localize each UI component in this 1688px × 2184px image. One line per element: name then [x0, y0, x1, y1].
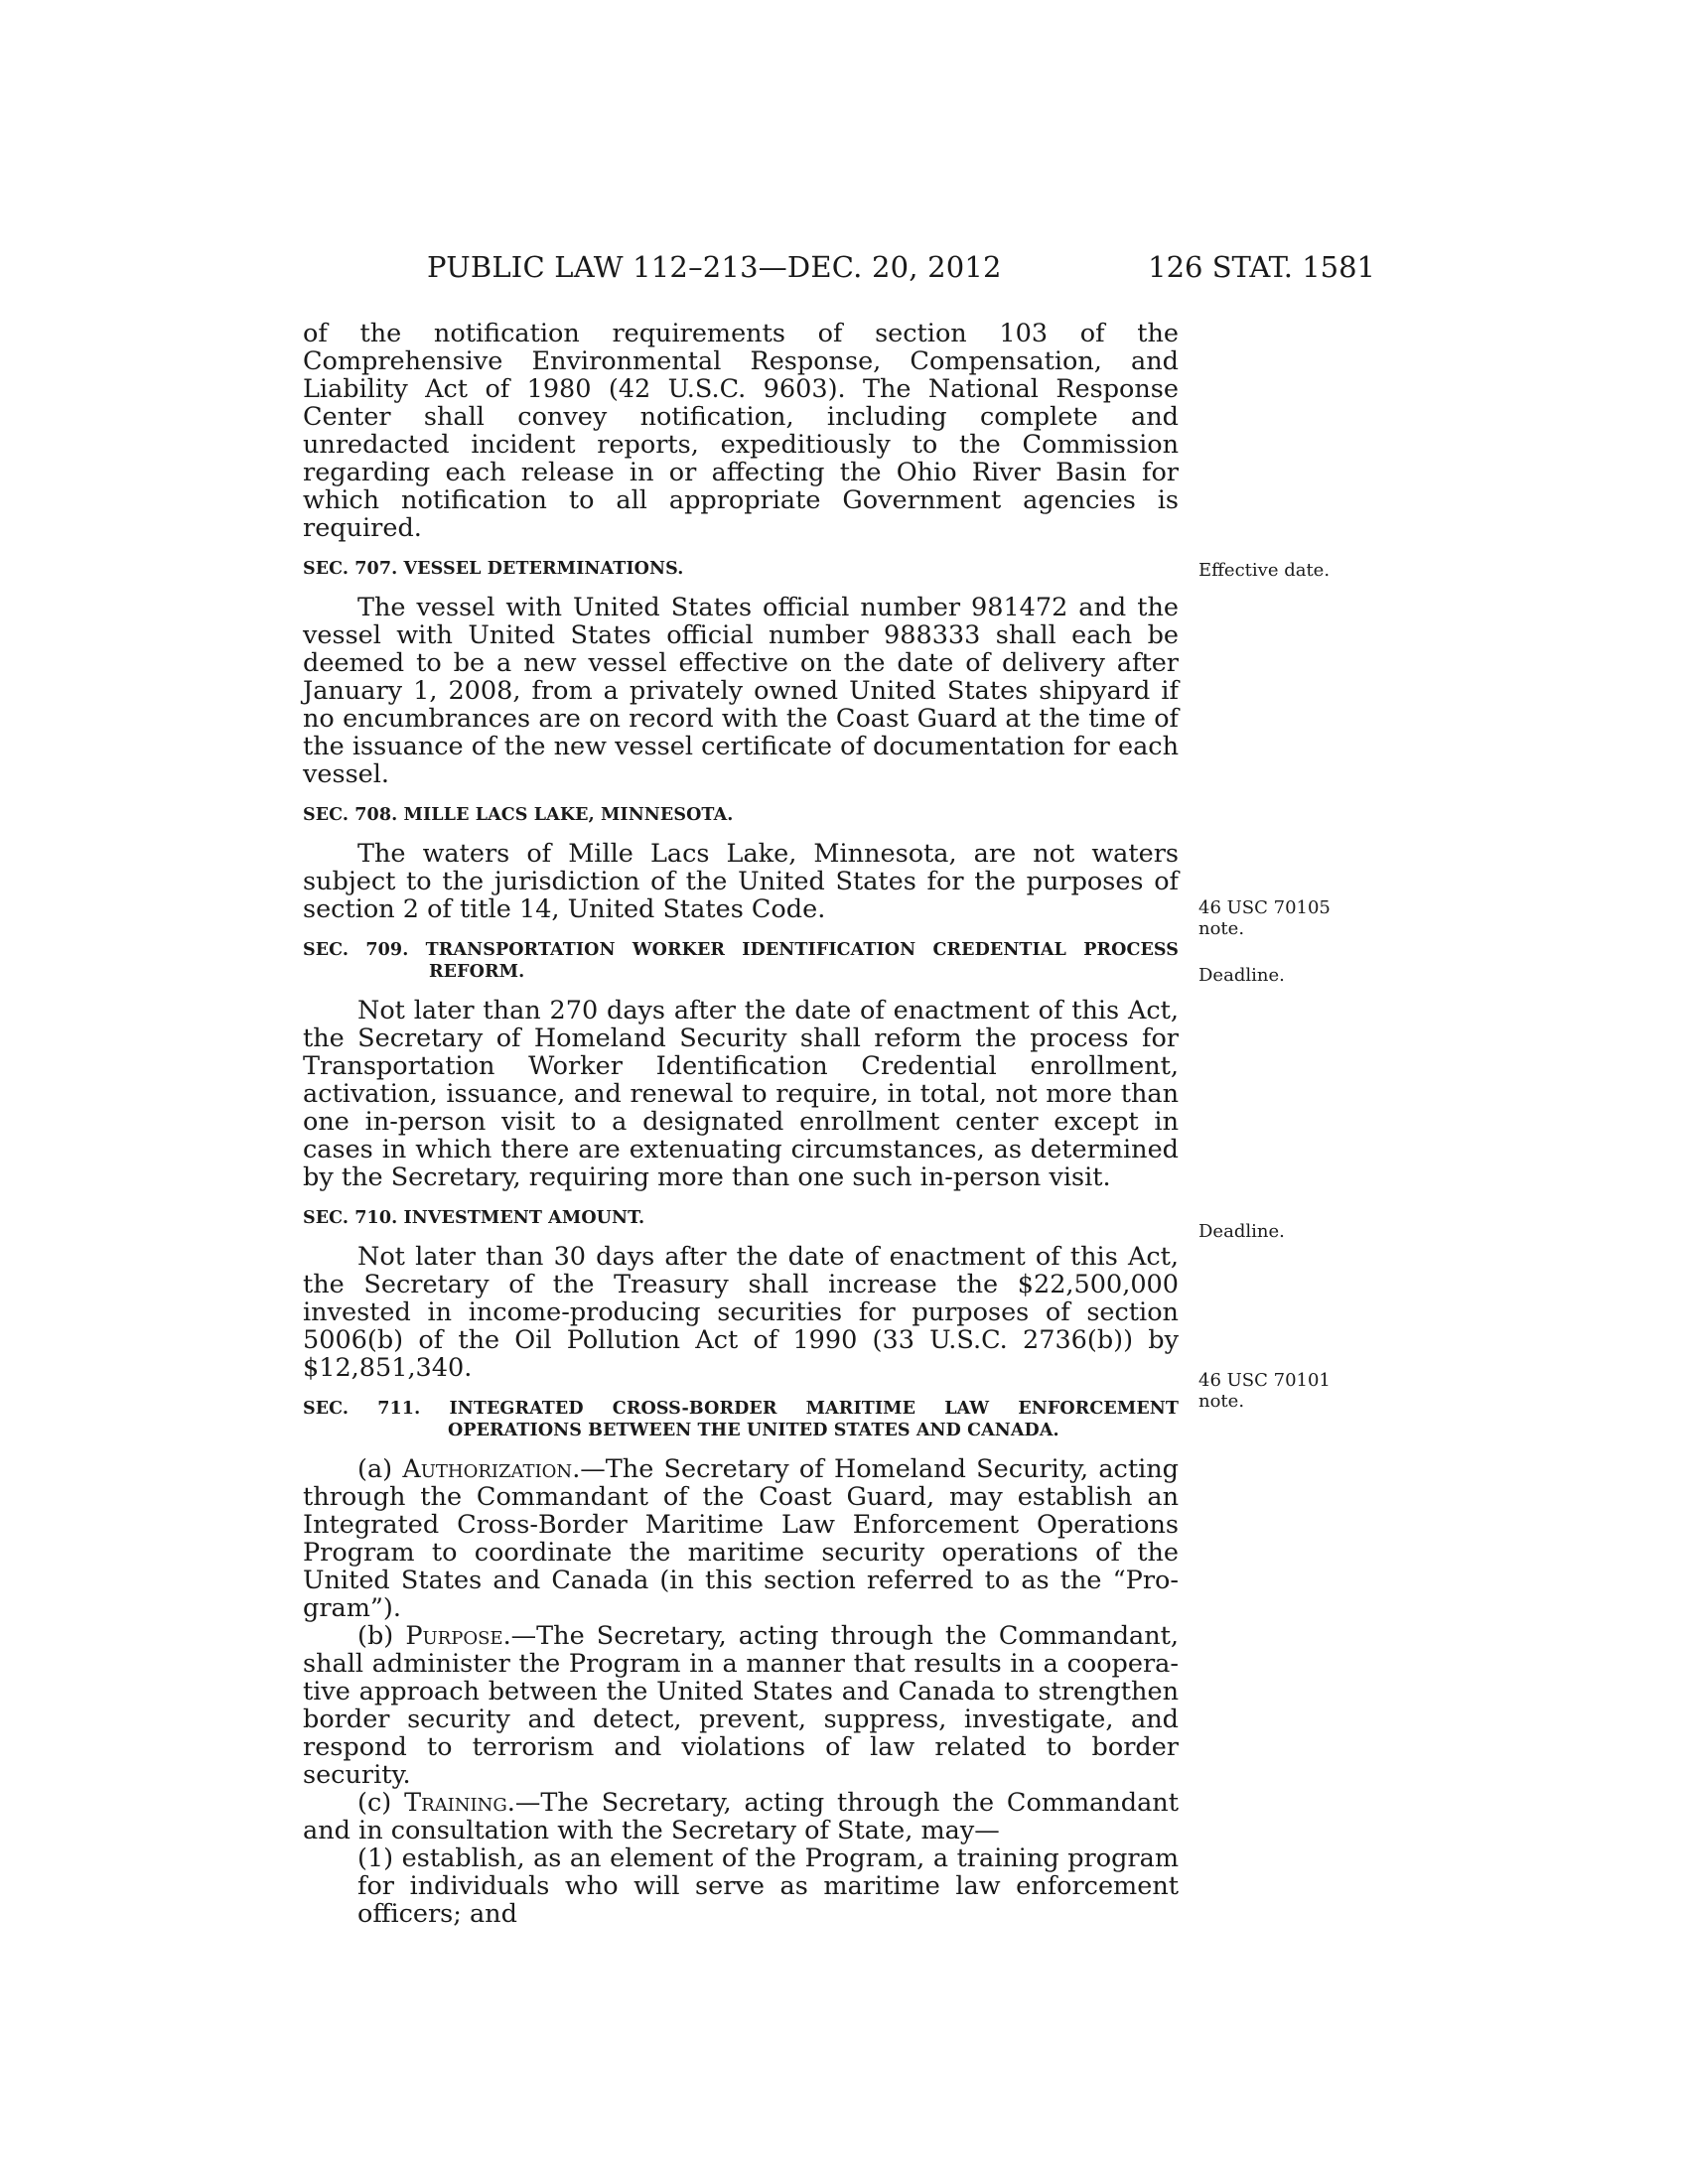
- subsection-c-text: .—The Secretary, acting through the Commandant and in consultation with the Secretary of State, may—: [303, 1788, 1179, 1845]
- subsection-a-label: (a): [357, 1454, 403, 1484]
- carryover-paragraph: of the notification requirements of section 103 of the Comprehensive Environmental Response, Compensation, and Liability Act of 1980 (42 U.S.C. 9603). The National Response Center shall convey notification, including complete and unredacted incident reports, expeditiously to the Commission regarding each release in or affecting the Ohio River Basin for which notification to all appropriate Government agencies is required.: [303, 319, 1179, 543]
- subsection-b-title: Purpose: [405, 1621, 503, 1651]
- subsection-b-text: .—The Secretary, acting through the Commandant, shall administer the Program in a manner that results in a cooperative approach between the United States and Canada to strengthen border security and detect, prevent, suppress, investigate, and respond to terrorism and violations of law related to border security.: [303, 1621, 1179, 1790]
- subsection-c-label: (c): [357, 1788, 405, 1818]
- sec-709-text: Not later than 270 days after the date of enactment of this Act, the Secretary of Homeland Security shall reform the process for Transportation Worker Identification Credential enrollment, activation, issuance, and renewal to require, in total, not more than one in-person visit to a designated enrollment center except in cases in which there are extenuating circumstances, as determined by the Secretary, requiring more than one such in-person visit.: [303, 996, 1179, 1192]
- sec-711-heading: SEC. 711. INTEGRATED CROSS-BORDER MARITIME LAW ENFORCEMENT OPERATIONS BETWEEN THE UNITED STATES AND CANADA.: [303, 1399, 1179, 1440]
- margin-note-deadline-709: Deadline.: [1198, 965, 1285, 986]
- margin-note-effective-date: Effective date.: [1198, 560, 1331, 581]
- statute-page-reference: 126 STAT. 1581: [1148, 250, 1375, 284]
- sec-709-heading: SEC. 709. TRANSPORTATION WORKER IDENTIFICATION CREDENTIAL PROCESS REFORM.: [303, 940, 1179, 982]
- sec-710-heading: SEC. 710. INVESTMENT AMOUNT.: [303, 1208, 645, 1228]
- subsection-a-title: Authorization: [402, 1454, 573, 1484]
- sec-707-heading: SEC. 707. VESSEL DETERMINATIONS.: [303, 559, 684, 579]
- sec-711-subsection-c: [303, 1789, 1179, 1844]
- margin-note-deadline-710: Deadline.: [1198, 1221, 1285, 1242]
- subsection-b-label: (b): [357, 1621, 406, 1651]
- margin-note-usc-70105: 46 USC 70105 note.: [1198, 897, 1331, 939]
- sec-711-subsection-b: [303, 1622, 1179, 1789]
- subsection-a-text: .—The Secretary of Homeland Security, acting through the Commandant of the Coast Guard, may establish an Integrated Cross-Border Maritime Law Enforcement Operations Program to coordinate the maritime security operations of the United States and Canada (in this section referred to as the “Program”).: [303, 1454, 1179, 1623]
- margin-note-usc-70101: 46 USC 70101 note.: [1198, 1370, 1331, 1412]
- sec-707-text: The vessel with United States official number 981472 and the vessel with United States official number 988333 shall each be deemed to be a new vessel effective on the date of delivery after January 1, 2008, from a privately owned United States shipyard if no encumbrances are on record with the Coast Guard at the time of the issuance of the new vessel certificate of documentation for each vessel.: [303, 593, 1179, 789]
- sec-710-text: Not later than 30 days after the date of enactment of this Act, the Secretary of the Treasury shall increase the $22,500,000 invested in income-producing securities for purposes of section 5006(b) of the Oil Pollution Act of 1990 (33 U.S.C. 2736(b)) by $12,851,340.: [303, 1242, 1179, 1383]
- sec-711-subsection-a: [303, 1455, 1179, 1622]
- body-text: [303, 320, 1179, 1928]
- running-title: PUBLIC LAW 112–213—DEC. 20, 2012: [427, 250, 1002, 284]
- sec-711-paragraph-c1: (1) establish, as an element of the Program, a training program for individuals who will serve as maritime law enforcement officers; and: [357, 1843, 1179, 1929]
- sec-708-heading: SEC. 708. MILLE LACS LAKE, MINNESOTA.: [303, 805, 734, 825]
- running-header: [298, 250, 1375, 290]
- subsection-c-title: Training: [404, 1788, 507, 1818]
- sec-708-text: The waters of Mille Lacs Lake, Minnesota, are not waters subject to the jurisdiction of the United States for the purposes of section 2 of title 14, United States Code.: [303, 839, 1179, 924]
